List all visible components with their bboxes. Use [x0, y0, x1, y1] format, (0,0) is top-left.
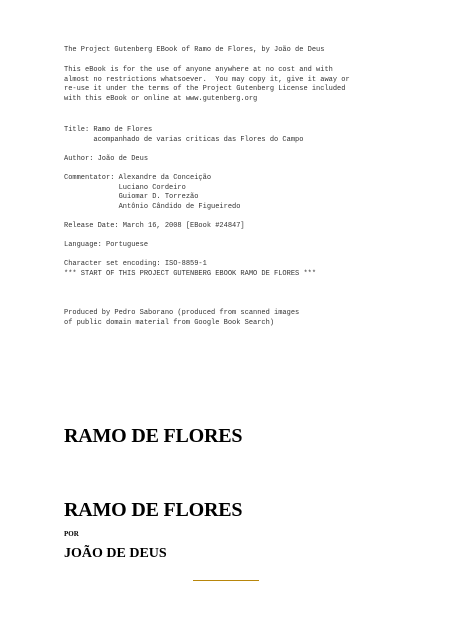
title-line-2: acompanhado de varias criticas das Flores do Campo — [64, 135, 304, 144]
book-title-heading: RAMO DE FLORES — [64, 425, 243, 447]
decorative-rule — [193, 580, 259, 581]
start-marker-line: *** START OF THIS PROJECT GUTENBERG EBOOK RAMO DE FLORES *** — [64, 270, 317, 278]
credits-line-2: of public domain material from Google Book Search) — [64, 318, 275, 327]
credits-line-1: Produced by Pedro Saborano (produced from scanned images — [64, 309, 300, 317]
license-line-1: This eBook is for the use of anyone anywhere at no cost and with — [64, 66, 333, 74]
title-line-1: Title: Ramo de Flores — [64, 126, 153, 134]
language-line: Language: Portuguese — [64, 241, 149, 249]
commentator-line-4: Antônio Cândido de Figueiredo — [64, 202, 241, 211]
book-author-name: JOÃO DE DEUS — [64, 546, 167, 561]
license-line-4-text: with this eBook or online at www.gutenberg.org — [64, 94, 258, 103]
encoding-line: Character set encoding: ISO-8859-1 — [64, 260, 207, 268]
ebook-header-line: The Project Gutenberg EBook of Ramo de Flores, by João de Deus — [64, 46, 325, 54]
license-line-2: almost no restrictions whatsoever. You may copy it, give it away or — [64, 75, 350, 84]
book-title-subheading: RAMO DE FLORES — [64, 499, 243, 521]
author-line: Author: João de Deus — [64, 155, 149, 163]
license-line-4 — [64, 95, 257, 105]
commentator-line-2: Luciano Cordeiro — [64, 183, 186, 192]
release-date-line: Release Date: March 16, 2008 [EBook #24847] — [64, 222, 245, 230]
license-line-3: re-use it under the terms of the Project Gutenberg License included — [64, 85, 346, 94]
commentator-line-1: Commentator: Alexandre da Conceição — [64, 174, 212, 182]
by-label: POR — [64, 530, 79, 538]
commentator-line-3: Guiomar D. Torrezão — [64, 193, 199, 202]
